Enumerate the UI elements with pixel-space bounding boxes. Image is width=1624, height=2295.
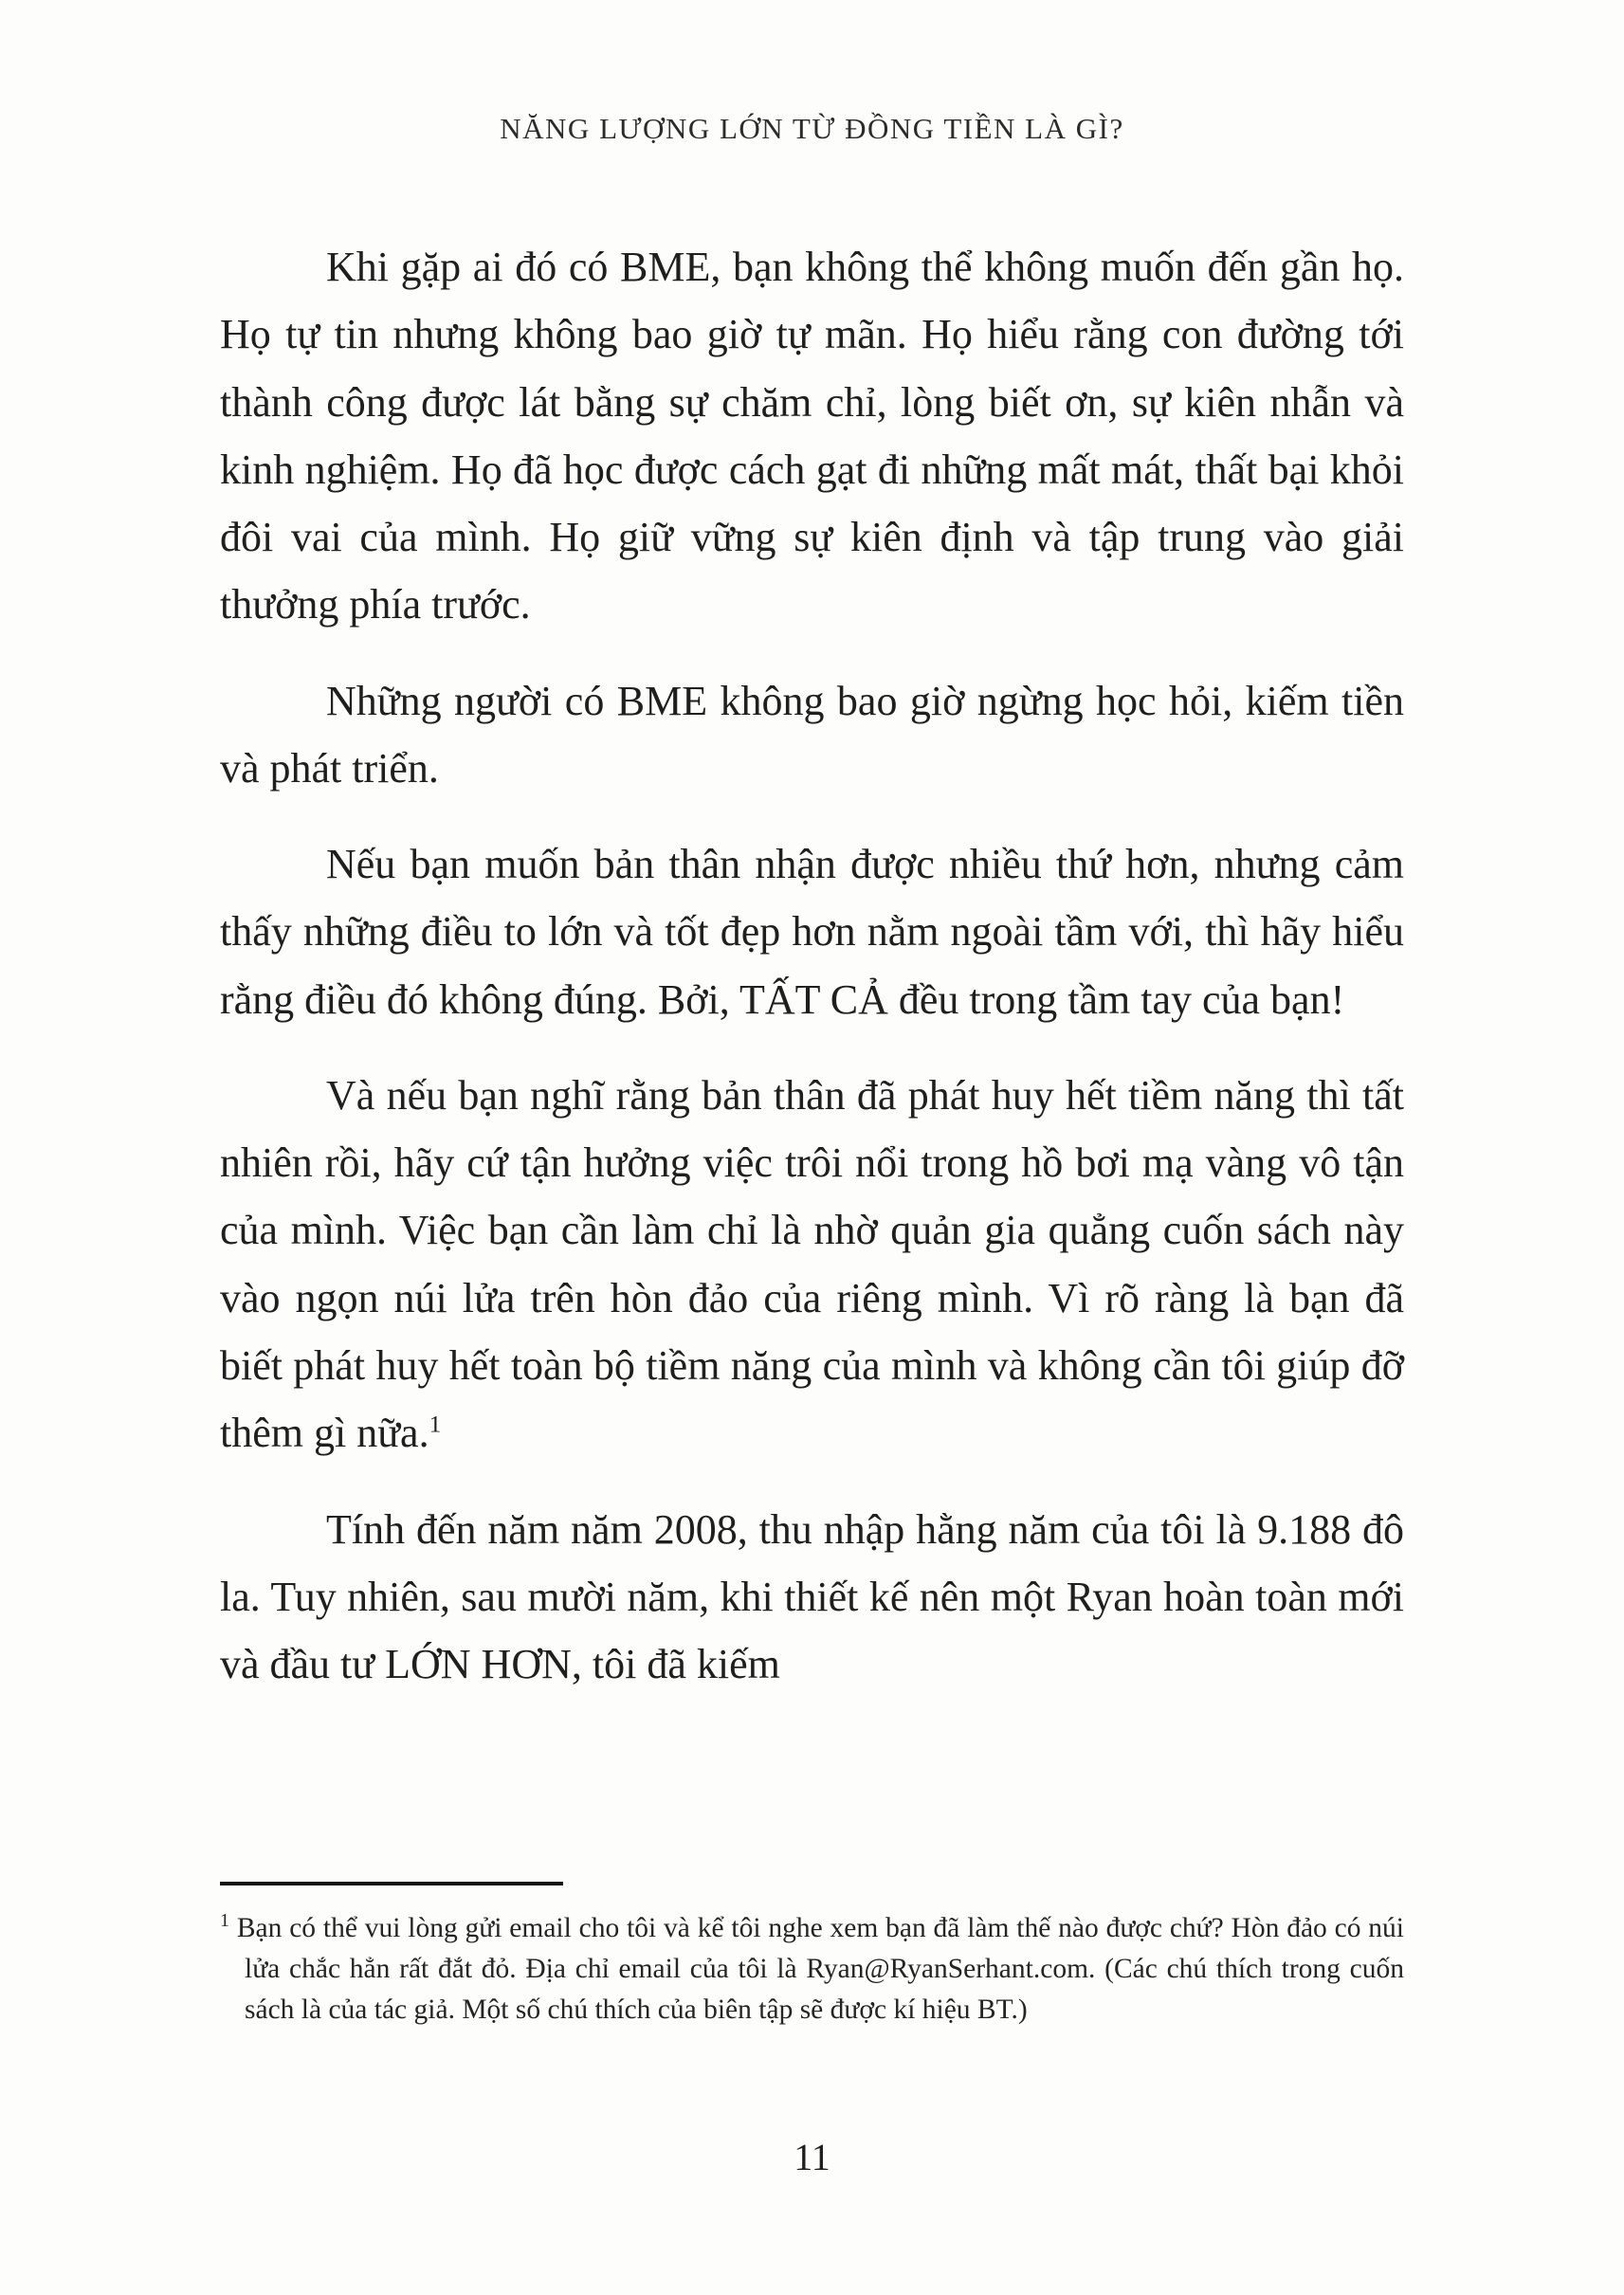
paragraph: [220, 1496, 1404, 1699]
footnote-text: Bạn có thể vui lòng gửi email cho tôi và kể tôi nghe xem bạn đã làm thế nào được chứ? Hòn đảo có núi lửa chắc hẳn rất đắt đỏ. Địa chỉ email của tôi là Ryan@RyanSerhant.com. (Các chú thích trong cuốn sách là của tác giả. Một số chú thích của biên tập sẽ được kí hiệu BT.): [236, 1913, 1404, 2026]
paragraph-text: Khi gặp ai đó có BME, bạn không thể không muốn đến gần họ. Họ tự tin nhưng không bao giờ tự mãn. Họ hiểu rằng con đường tới thành công được lát bằng sự chăm chỉ, lòng biết ơn, sự kiên nhẫn và kinh nghiệm. Họ đã học được cách gạt đi những mất mát, thất bại khỏi đôi vai của mình. Họ giữ vững sự kiên định và tập trung vào giải thưởng phía trước.: [220, 244, 1404, 628]
body-text: [220, 233, 1404, 1698]
paragraph-text: Những người có BME không bao giờ ngừng học hỏi, kiếm tiền và phát triển.: [220, 677, 1404, 792]
paragraph: [220, 233, 1404, 639]
paragraph: [220, 1062, 1404, 1467]
footnote: [220, 1908, 1404, 2031]
footnote-separator-rule: [220, 1882, 563, 1885]
footnote-block: [220, 1882, 1404, 2031]
paragraph-text: Và nếu bạn nghĩ rằng bản thân đã phát huy hết tiềm năng thì tất nhiên rồi, hãy cứ tận hưởng việc trôi nổi trong hồ bơi mạ vàng vô tận của mình. Việc bạn cần làm chỉ là nhờ quản gia quẳng cuốn sách này vào ngọn núi lửa trên hòn đảo của riêng mình. Vì rõ ràng là bạn đã biết phát huy hết toàn bộ tiềm năng của mình và không cần tôi giúp đỡ thêm gì nữa.: [220, 1071, 1404, 1457]
paragraph-text: Tính đến năm năm 2008, thu nhập hằng năm của tôi là 9.188 đô la. Tuy nhiên, sau mười năm, khi thiết kế nên một Ryan hoàn toàn mới và đầu tư LỚN HƠN, tôi đã kiếm: [220, 1505, 1404, 1688]
footnote-marker: 1: [220, 1910, 230, 1932]
page-number: 11: [794, 2136, 830, 2178]
paragraph: [220, 830, 1404, 1033]
running-header: NĂNG LƯỢNG LỚN TỪ ĐỒNG TIỀN LÀ GÌ?: [500, 112, 1124, 145]
footnote-reference: 1: [429, 1410, 442, 1438]
paragraph: [220, 667, 1404, 803]
paragraph-text: Nếu bạn muốn bản thân nhận được nhiều thứ hơn, nhưng cảm thấy những điều to lớn và tốt đẹp hơn nằm ngoài tầm với, thì hãy hiểu rằng điều đó không đúng. Bởi, TẤT CẢ đều trong tầm tay của bạn!: [220, 841, 1404, 1023]
